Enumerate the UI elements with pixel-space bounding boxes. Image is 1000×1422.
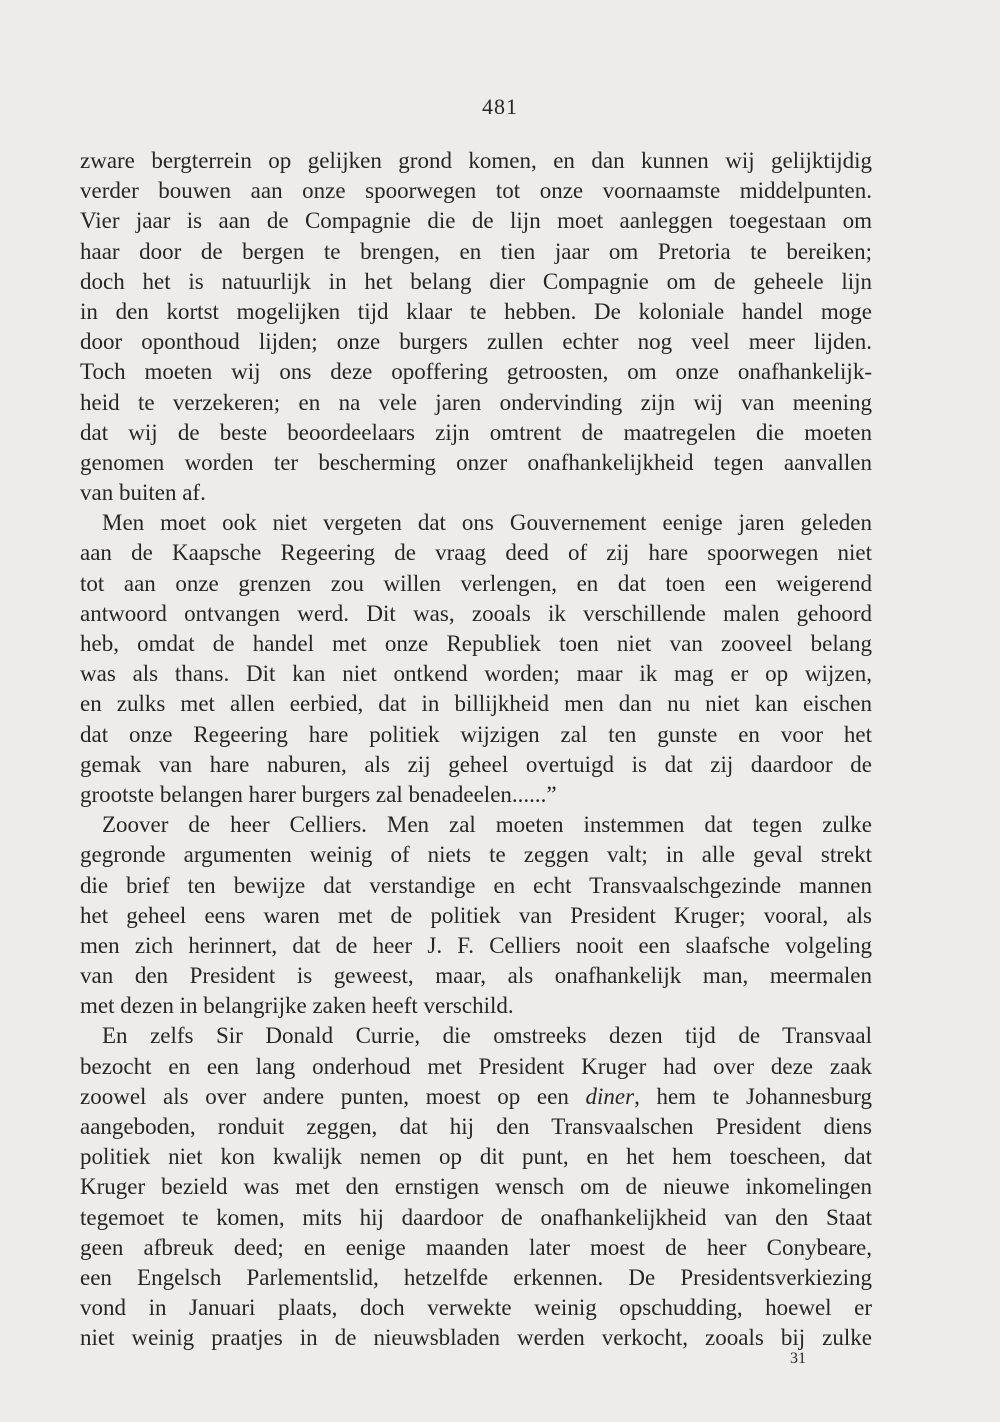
text-line: met dezen in belangrijke zaken heeft verschild. [80, 993, 514, 1019]
page-number: 481 [482, 94, 518, 119]
text-line: verder bouwen aan onze spoorwegen tot onze voornaamste middelpunten. [80, 178, 872, 204]
text-line: bezocht en een lang onderhoud met President Kruger had over deze zaak [80, 1053, 872, 1079]
text-line: door oponthoud lijden; onze burgers zullen echter nog veel meer lijden. [80, 329, 872, 355]
text-line: gegronde argumenten weinig of niets te zeggen valt; in alle geval strekt [80, 842, 872, 868]
text-line: haar door de bergen te brengen, en tien jaar om Pretoria te bereiken; [80, 238, 872, 264]
text-line: en zulks met allen eerbied, dat in billijkheid men dan nu niet kan eischen [80, 691, 872, 717]
text-line: geen afbreuk deed; en eenige maanden later moest de heer Conybeare, [80, 1234, 872, 1260]
text-line: van buiten af. [80, 480, 206, 506]
text-line: grootste belangen harer burgers zal benadeelen......” [80, 781, 557, 807]
text-line: heb, omdat de handel met onze Republiek toen niet van zooveel belang [80, 631, 872, 656]
text-line: antwoord ontvangen werd. Dit was, zooals ik verschillende malen gehoord [80, 600, 872, 626]
text-line: dat onze Regeering hare politiek wijzigen zal ten gunste en voor het [80, 721, 872, 747]
text-line: aan de Kaapsche Regeering de vraag deed of zij hare spoorwegen niet [80, 540, 872, 566]
body-text [80, 146, 872, 1354]
text-line: zoowel als over andere punten, moest op een diner, hem te Johannesburg [80, 1083, 873, 1109]
text-line: En zelfs Sir Donald Currie, die omstreeks dezen tijd de Transvaal [102, 1023, 872, 1049]
text-line: Zoover de heer Celliers. Men zal moeten instemmen dat tegen zulke [102, 812, 872, 838]
signature-mark: 31 [790, 1350, 806, 1367]
text-line: tegemoet te komen, mits hij daardoor de onafhankelijkheid van den Staat [80, 1204, 872, 1230]
text-line: het geheel eens waren met de politiek van President Kruger; vooral, als [80, 902, 872, 928]
text-line: niet weinig praatjes in de nieuwsbladen werden verkocht, zooals bij zulke [80, 1325, 872, 1351]
text-line: politiek niet kon kwalijk nemen op dit punt, en het hem toescheen, dat [80, 1144, 872, 1170]
text-line: een Engelsch Parlementslid, hetzelfde erkennen. De Presidentsverkiezing [80, 1264, 872, 1290]
text-line: Vier jaar is aan de Compagnie die de lijn moet aanleggen toegestaan om [80, 208, 872, 234]
text-line: Kruger bezield was met den ernstigen wensch om de nieuwe inkomelingen [80, 1174, 872, 1200]
text-line: dat wij de beste beoordeelaars zijn omtrent de maatregelen die moeten [80, 419, 872, 445]
text-line: Toch moeten wij ons deze opoffering getroosten, om onze onafhankelijk- [80, 359, 872, 385]
text-line: was als thans. Dit kan niet ontkend worden; maar ik mag er op wijzen, [80, 661, 872, 687]
text-line: doch het is natuurlijk in het belang dier Compagnie om de geheele lijn [80, 268, 872, 294]
text-line: men zich herinnert, dat de heer J. F. Celliers nooit een slaafsche volgeling [80, 932, 872, 958]
text-line: in den kortst mogelijken tijd klaar te hebben. De koloniale handel moge [80, 298, 872, 324]
text-line: genomen worden ter bescherming onzer onafhankelijkheid tegen aanvallen [80, 449, 872, 475]
text-line: die brief ten bewijze dat verstandige en echt Transvaalschgezinde mannen [80, 872, 872, 898]
text-line: vond in Januari plaats, doch verwekte weinig opschudding, hoewel er [80, 1295, 872, 1321]
text-line: gemak van hare naburen, als zij geheel overtuigd is dat zij daardoor de [80, 751, 872, 777]
text-line: zware bergterrein op gelijken grond komen, en dan kunnen wij gelijktijdig [80, 148, 872, 173]
text-line: Men moet ook niet vergeten dat ons Gouvernement eenige jaren geleden [102, 510, 872, 536]
text-line: heid te verzekeren; en na vele jaren ondervinding zijn wij van meening [80, 389, 872, 415]
text-line: tot aan onze grenzen zou willen verlengen, en dat toen een weigerend [80, 570, 872, 596]
text-line: aangeboden, ronduit zeggen, dat hij den Transvaalschen President diens [80, 1114, 872, 1139]
text-line: van den President is geweest, maar, als onafhankelijk man, meermalen [80, 963, 872, 989]
